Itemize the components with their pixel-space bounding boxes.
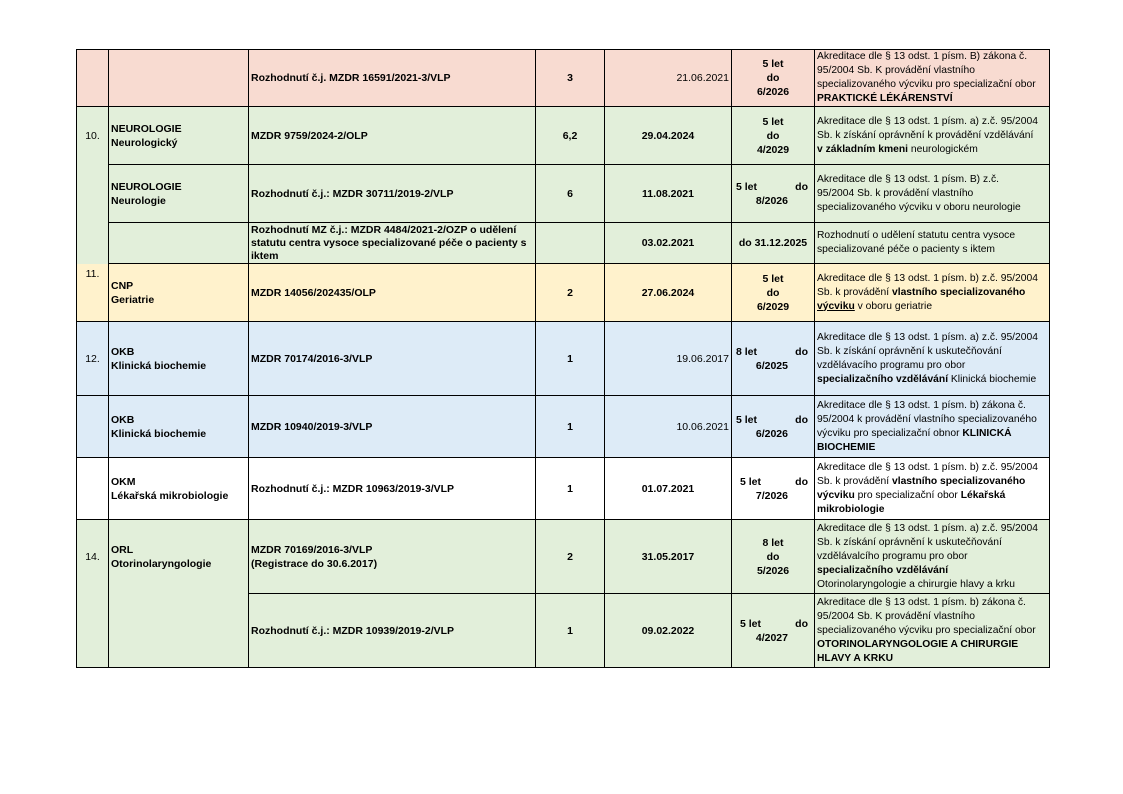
decision-cell (249, 50, 536, 107)
description-line: Sb. k získání oprávnění k provádění vzdělávání (817, 129, 1034, 141)
validity-years: 5 let (740, 475, 762, 488)
description-line: vzdělávacího programu pro obor (817, 359, 966, 371)
validity-years-row (734, 413, 812, 427)
description-cell (815, 520, 1050, 594)
validity-years-row (734, 180, 812, 194)
department-code: ORL (111, 543, 134, 556)
validity-years: 5 let (736, 180, 758, 193)
validity-years: 5 let (740, 617, 762, 630)
description-emphasis: vlastního specializovaného (891, 286, 1026, 298)
description-cell (815, 594, 1050, 668)
description-line: Akreditace dle § 13 odst. 1 písm. b) z.č. 95/2004 (817, 461, 1038, 473)
decision-text: Rozhodnutí č.j.: MZDR 10939/2019-2/VLP (251, 624, 455, 637)
table-row (77, 165, 1050, 223)
department-code: OKM (111, 475, 136, 488)
capacity-cell: 1 (536, 594, 605, 668)
department-code: OKB (111, 413, 135, 426)
description-line: 95/2004 Sb. K provádění vlastního (817, 65, 975, 76)
validity-until: do (766, 286, 780, 299)
validity-cell (732, 264, 815, 322)
row-number-cell (77, 165, 109, 223)
validity-date: 8/2026 (755, 194, 788, 207)
description-line: Sb. k provádění (817, 475, 892, 487)
department-name: Geriatrie (111, 293, 155, 306)
decision-text: (Registrace do 30.6.2017) (251, 557, 378, 570)
decision-cell (249, 458, 536, 520)
validity-cell (732, 396, 815, 458)
description-line: vzdělávalcího programu pro obor (817, 550, 968, 562)
description-line: Rozhodnutí o udělení statutu centra vysoce (817, 230, 1016, 241)
description-cell (815, 322, 1050, 396)
description-line: v oboru geriatrie (854, 300, 933, 312)
decision-text: statutu centra vysoce specializované péče o pacienty s (251, 236, 527, 249)
description-emphasis: mikrobiologie (817, 503, 885, 515)
description-emphasis: Lékařská (960, 489, 1006, 501)
validity-years: 5 let (762, 115, 784, 128)
capacity-cell: 1 (536, 458, 605, 520)
description-emphasis: specializačního vzdělávání (817, 564, 949, 576)
validity-date: 5/2026 (756, 564, 790, 577)
department-name: Klinická biochemie (111, 427, 207, 440)
date-cell: 11.08.2021 (605, 165, 732, 223)
row-number-cell (77, 50, 109, 107)
validity-years: 8 let (762, 536, 784, 549)
validity-cell: do 31.12.2025 (732, 223, 815, 264)
description-line: specializovaného výcviku pro specializační obor (817, 624, 1036, 636)
decision-cell (249, 594, 536, 668)
validity-until: do (766, 72, 780, 84)
description-cell (815, 165, 1050, 223)
validity-until: do (766, 550, 780, 563)
table-row (77, 594, 1050, 668)
department-name: Klinická biochemie (111, 359, 207, 372)
validity-until: do (795, 413, 808, 426)
validity-date: 6/2026 (756, 86, 790, 98)
decision-text: Rozhodnutí č.j. MZDR 16591/2021-3/VLP (251, 72, 451, 84)
validity-cell (732, 520, 815, 594)
capacity-cell: 1 (536, 396, 605, 458)
description-emphasis: specializačního vzdělávání (817, 373, 949, 385)
department-code: CNP (111, 279, 134, 292)
capacity-cell (536, 223, 605, 264)
department-name: Neurologický (111, 136, 178, 149)
date-cell: 10.06.2021 (605, 396, 732, 458)
validity-years-row (734, 345, 812, 359)
description-line: Akreditace dle § 13 odst. 1 písm. b) zákona č. (817, 399, 1026, 411)
description-line: Akreditace dle § 13 odst. 1 písm. b) zákona č. (817, 596, 1026, 608)
decision-text: MZDR 70169/2016-3/VLP (251, 543, 373, 556)
row-number-cell: 14. (77, 520, 109, 594)
date-cell: 21.06.2021 (605, 50, 732, 107)
row-number-cell (77, 458, 109, 520)
validity-cell (732, 107, 815, 165)
description-line: specializovaného výcviku v oboru neurologie (817, 201, 1021, 213)
description-cell (815, 396, 1050, 458)
department-cell (109, 165, 249, 223)
description-cell (815, 264, 1050, 322)
decision-text: Rozhodnutí č.j.: MZDR 10963/2019-3/VLP (251, 482, 455, 495)
description-line: Akreditace dle § 13 odst. 1 písm. a) z.č. 95/2004 (817, 522, 1038, 534)
description-line: Otorinolaryngologie a chirurgie hlavy a krku (817, 578, 1016, 590)
decision-cell (249, 322, 536, 396)
department-cell (109, 396, 249, 458)
description-line: specializované péče o pacienty s iktem (817, 244, 996, 255)
description-emphasis: v základním kmeni (817, 143, 908, 155)
description-line: výcviku pro specializační obnor (817, 427, 963, 439)
validity-years: 5 let (762, 272, 784, 285)
description-line: Sb. k získání oprávnění k uskutečňování (817, 345, 1002, 357)
description-cell (815, 107, 1050, 165)
department-code: NEUROLOGIE (111, 180, 182, 193)
row-number-cell (77, 396, 109, 458)
capacity-cell: 2 (536, 520, 605, 594)
description-emphasis: KLINICKÁ (962, 427, 1012, 439)
description-line: Akreditace dle § 13 odst. 1 písm. b) z.č. 95/2004 (817, 272, 1038, 284)
department-name: Lékařská mikrobiologie (111, 489, 229, 502)
validity-years: 5 let (762, 58, 784, 70)
department-cell (109, 322, 249, 396)
description-emphasis: výcviku (817, 300, 855, 312)
date-cell: 31.05.2017 (605, 520, 732, 594)
validity-until: do (795, 180, 808, 193)
validity-until: do (766, 129, 780, 142)
decision-cell (249, 165, 536, 223)
table-row (77, 396, 1050, 458)
capacity-cell: 3 (536, 50, 605, 107)
decision-text: MZDR 14056/202435/OLP (251, 286, 376, 299)
description-line: Sb. k provádění (817, 286, 892, 298)
department-cell (109, 594, 249, 668)
validity-until: do (795, 475, 808, 488)
validity-years: 5 let (736, 413, 758, 426)
validity-date: 4/2027 (755, 631, 788, 644)
description-line: Klinická biochemie (948, 373, 1037, 385)
row-number-cell (77, 223, 109, 264)
department-cell (109, 458, 249, 520)
description-emphasis: výcviku (817, 489, 855, 501)
capacity-cell: 2 (536, 264, 605, 322)
validity-cell (732, 165, 815, 223)
description-cell (815, 50, 1050, 107)
row-number-cell: 12. (77, 322, 109, 396)
description-emphasis: vlastního specializovaného (891, 475, 1026, 487)
capacity-cell: 6,2 (536, 107, 605, 165)
decision-cell (249, 396, 536, 458)
department-cell (109, 223, 249, 264)
decision-text: Rozhodnutí č.j.: MZDR 30711/2019-2/VLP (251, 187, 454, 200)
capacity-cell: 1 (536, 322, 605, 396)
date-cell: 19.06.2017 (605, 322, 732, 396)
date-cell: 09.02.2022 (605, 594, 732, 668)
department-cell (109, 50, 249, 107)
validity-date: 7/2026 (755, 489, 788, 502)
validity-cell (732, 594, 815, 668)
validity-cell (732, 458, 815, 520)
row-number-cell (77, 594, 109, 668)
validity-cell (732, 50, 815, 107)
date-cell: 03.02.2021 (605, 223, 732, 264)
description-emphasis: BIOCHEMIE (817, 441, 876, 453)
validity-until: do (795, 617, 808, 630)
validity-until: do (795, 345, 808, 358)
date-cell: 27.06.2024 (605, 264, 732, 322)
department-code: OKB (111, 345, 135, 358)
validity-date: 6/2026 (755, 427, 788, 440)
validity-years: 8 let (736, 345, 758, 358)
table-row (77, 50, 1050, 107)
table-row (77, 264, 1050, 322)
description-line: Akreditace dle § 13 odst. 1 písm. a) z.č. 95/2004 (817, 115, 1038, 127)
table-row (77, 520, 1050, 594)
description-line: Sb. k získání oprávnění k uskutečňování (817, 536, 1002, 548)
validity-date: 6/2025 (755, 359, 788, 372)
department-cell (109, 107, 249, 165)
department-cell (109, 264, 249, 322)
validity-cell (732, 322, 815, 396)
description-line: pro specializační obor (854, 489, 961, 501)
decision-cell (249, 264, 536, 322)
capacity-cell: 6 (536, 165, 605, 223)
description-emphasis: PRAKTICKÉ LÉKÁRENSTVÍ (817, 93, 953, 104)
description-line: neurologickém (908, 143, 978, 155)
row-number-cell: 10. (77, 107, 109, 165)
decision-cell (249, 107, 536, 165)
description-line: Akreditace dle § 13 odst. 1 písm. a) z.č. 95/2004 (817, 331, 1038, 343)
department-name: Neurologie (111, 194, 166, 207)
description-line: 95/2004 k provádění vlastního specializovaného (817, 413, 1037, 425)
table-row (77, 107, 1050, 165)
accreditation-table (76, 49, 1050, 668)
description-emphasis: HLAVY A KRKU (817, 652, 894, 664)
description-line: Akreditace dle § 13 odst. 1 písm. B) z.č. (817, 173, 999, 185)
decision-text: MZDR 70174/2016-3/VLP (251, 352, 373, 365)
department-cell (109, 520, 249, 594)
decision-text: iktem (251, 249, 279, 262)
decision-text: Rozhodnutí MZ č.j.: MZDR 4484/2021-2/OZP o udělení (251, 223, 517, 236)
row-number-cell: 11. (77, 264, 109, 322)
date-cell: 29.04.2024 (605, 107, 732, 165)
department-name: Otorinolaryngologie (111, 557, 212, 570)
validity-date: 4/2029 (756, 143, 790, 156)
validity-years-row (734, 475, 812, 489)
table-row (77, 322, 1050, 396)
validity-years-row (734, 617, 812, 631)
description-line: 95/2004 Sb. K provádění vlastního (817, 610, 975, 622)
description-line: 95/2004 Sb. k provádění vlastního (817, 187, 974, 199)
decision-text: MZDR 9759/2024-2/OLP (251, 129, 368, 142)
department-code: NEUROLOGIE (111, 122, 182, 135)
date-cell: 01.07.2021 (605, 458, 732, 520)
table-row (77, 458, 1050, 520)
description-emphasis: OTORINOLARYNGOLOGIE A CHIRURGIE (817, 638, 1019, 650)
validity-date: 6/2029 (756, 300, 790, 313)
description-line: specializovaného výcviku pro specializační obor (817, 79, 1036, 90)
description-cell (815, 223, 1050, 264)
decision-cell (249, 223, 536, 264)
decision-text: MZDR 10940/2019-3/VLP (251, 420, 373, 433)
table-row (77, 223, 1050, 264)
description-line: Akreditace dle § 13 odst. 1 písm. B) zákona č. (817, 51, 1028, 62)
description-cell (815, 458, 1050, 520)
decision-cell (249, 520, 536, 594)
